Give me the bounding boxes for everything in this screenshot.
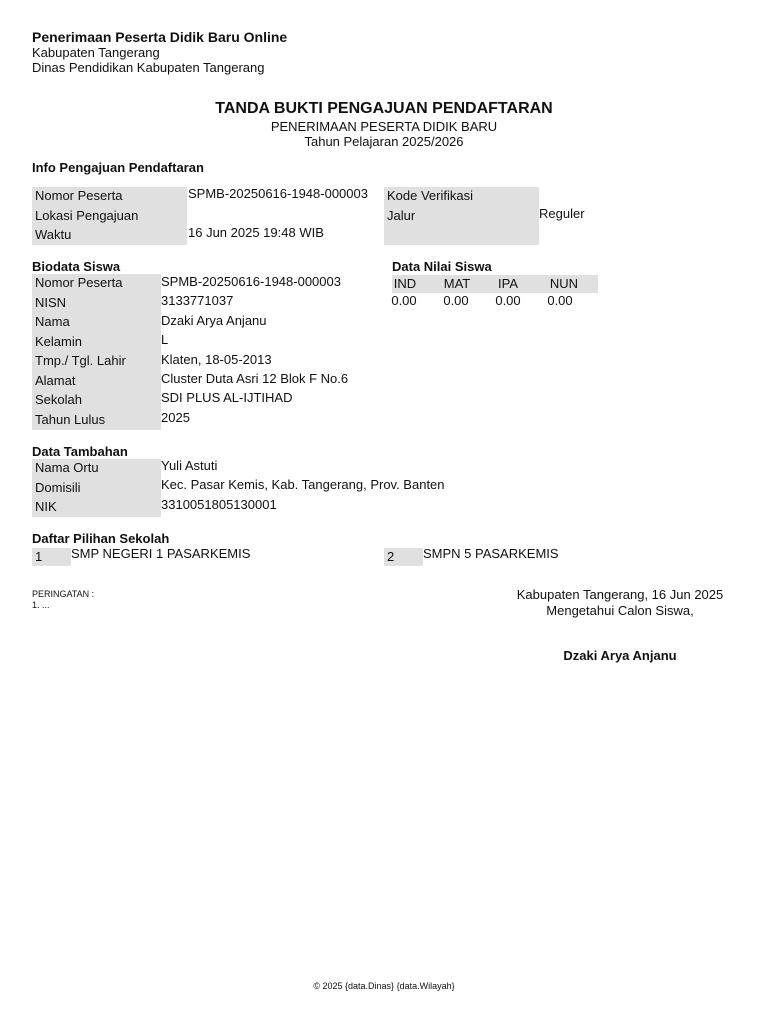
biodata-value: 3133771037 (161, 293, 234, 308)
info-nomor-value: SPMB-20250616-1948-000003 (188, 186, 368, 201)
jalur-label: Jalur (387, 208, 416, 223)
biodata-label: Tahun Lulus (35, 412, 106, 427)
warning-block (32, 589, 94, 611)
biodata-label: NISN (35, 295, 67, 310)
pilihan-number: 2 (384, 548, 423, 566)
biodata-label: Nomor Peserta (35, 275, 123, 290)
biodata-label: Kelamin (35, 334, 82, 349)
biodata-label: Sekolah (35, 392, 82, 407)
kode-verifikasi-label: Kode Verifikasi (387, 188, 473, 203)
biodata-label: Nama (35, 314, 70, 329)
agency-name: Dinas Pendidikan Kabupaten Tangerang (32, 60, 265, 75)
tambahan-value: Yuli Astuti (161, 458, 218, 473)
info-waktu-value: 16 Jun 2025 19:48 WIB (188, 225, 324, 240)
biodata-value: SPMB-20250616-1948-000003 (161, 274, 341, 289)
document-title: TANDA BUKTI PENGAJUAN PENDAFTARAN (215, 100, 553, 117)
biodata-value: Dzaki Arya Anjanu (161, 313, 267, 328)
signature-caption: Mengetahui Calon Siswa, (546, 603, 694, 618)
biodata-label: Alamat (35, 373, 76, 388)
biodata-value: Klaten, 18-05-2013 (161, 352, 272, 367)
tambahan-label: NIK (35, 499, 57, 514)
jalur-value: Reguler (539, 206, 585, 221)
biodata-value: SDI PLUS AL-IJTIHAD (161, 390, 293, 405)
nilai-value-ipa: 0.00 (495, 293, 521, 308)
info-section-title: Info Pengajuan Pendaftaran (32, 160, 204, 175)
page-footer: © 2025 {data.Dinas} {data.Wilayah} (313, 981, 455, 991)
info-waktu-label: Waktu (35, 227, 72, 242)
nilai-section-title: Data Nilai Siswa (392, 259, 492, 274)
tambahan-label: Nama Ortu (35, 460, 99, 475)
tambahan-value: Kec. Pasar Kemis, Kab. Tangerang, Prov. Banten (161, 477, 445, 492)
warning-title: PERINGATAN : (32, 589, 95, 599)
signature-name: Dzaki Arya Anjanu (563, 648, 677, 663)
biodata-value: 2025 (161, 410, 190, 425)
info-nomor-label: Nomor Peserta (35, 188, 123, 203)
tambahan-section-title: Data Tambahan (32, 444, 128, 459)
nilai-header-ipa: IPA (498, 276, 518, 291)
biodata-value: L (161, 332, 169, 347)
nilai-value-mat: 0.00 (443, 293, 469, 308)
app-title: Penerimaan Peserta Didik Baru Online (32, 29, 288, 45)
document-year: Tahun Pelajaran 2025/2026 (304, 134, 464, 149)
pilihan-school: SMP NEGERI 1 PASARKEMIS (71, 546, 251, 561)
biodata-section-title: Biodata Siswa (32, 259, 121, 274)
pilihan-number: 1 (32, 548, 71, 566)
biodata-value: Cluster Duta Asri 12 Blok F No.6 (161, 371, 349, 386)
biodata-label: Tmp./ Tgl. Lahir (35, 353, 126, 368)
warning-line: 1. ... (32, 600, 50, 610)
nilai-header-ind: IND (393, 276, 417, 291)
tambahan-label: Domisili (35, 480, 81, 495)
pilihan-school: SMPN 5 PASARKEMIS (423, 546, 559, 561)
tambahan-value: 3310051805130001 (161, 497, 277, 512)
nilai-value-nun: 0.00 (547, 293, 573, 308)
info-lokasi-label: Lokasi Pengajuan (35, 208, 139, 223)
region-name: Kabupaten Tangerang (32, 45, 160, 60)
nilai-value-ind: 0.00 (391, 293, 417, 308)
nilai-header-nun: NUN (549, 276, 579, 291)
signature-place-date: Kabupaten Tangerang, 16 Jun 2025 (516, 587, 724, 602)
document-subtitle: PENERIMAAN PESERTA DIDIK BARU (270, 119, 498, 134)
page-header (32, 30, 287, 75)
pilihan-section-title: Daftar Pilihan Sekolah (32, 531, 170, 546)
nilai-header-mat: MAT (443, 276, 471, 291)
